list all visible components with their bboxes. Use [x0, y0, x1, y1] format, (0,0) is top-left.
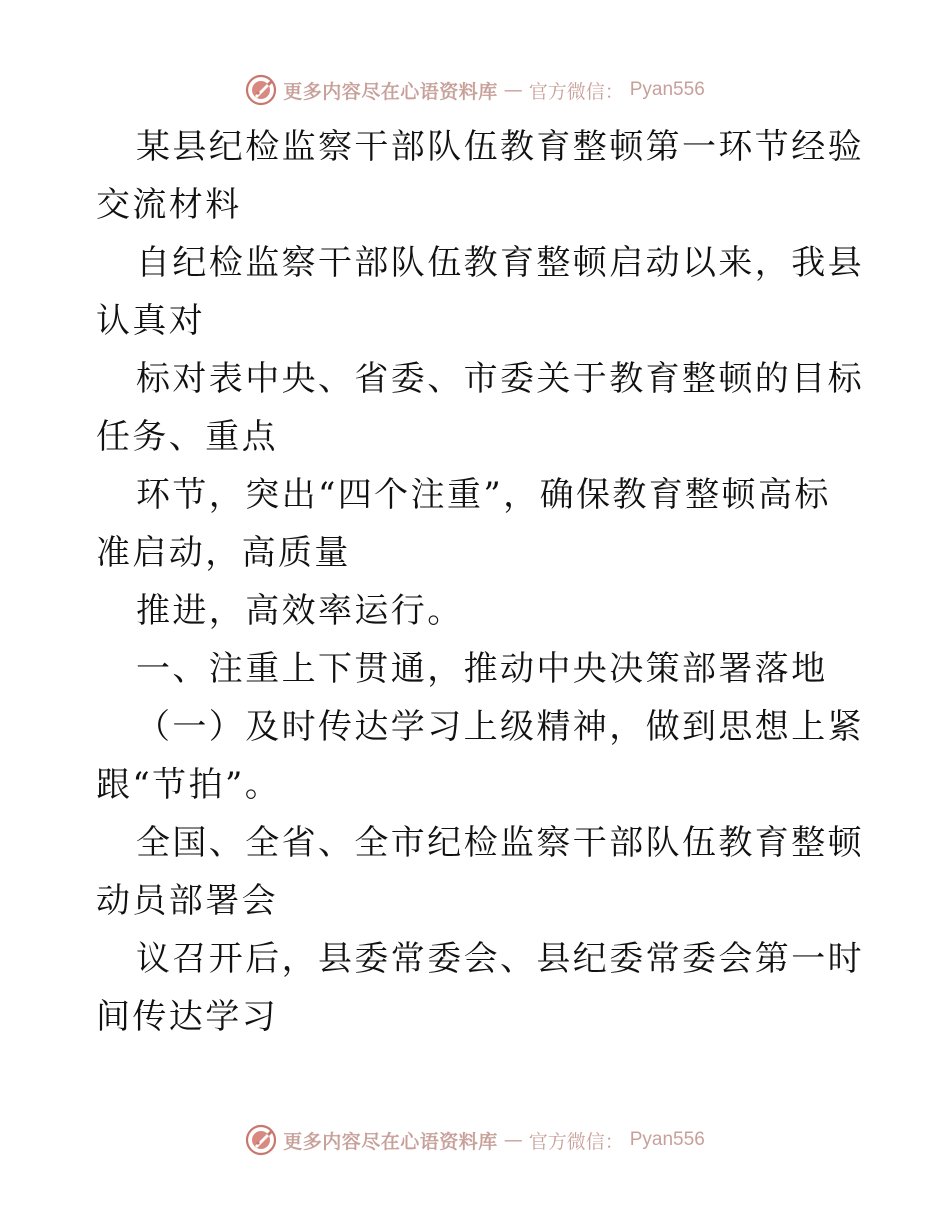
header-watermark	[0, 70, 950, 110]
footer-watermark	[0, 1120, 950, 1160]
pen-nib-logo-icon	[245, 1124, 277, 1156]
watermark-wechat-label: 官方微信：	[528, 1130, 624, 1153]
subsection-heading: （一）及时传达学习上级精神，做到思想上紧跟“节拍”。	[96, 707, 864, 805]
watermark-wechat-id: Pyan556	[629, 79, 705, 100]
paragraph: 环节，突出“四个注重”，确保教育整顿高标准启动，高质量	[96, 475, 831, 573]
pen-nib-logo-icon	[245, 74, 277, 106]
watermark-dash: —	[503, 1129, 523, 1151]
paragraph: 推进，高效率运行。	[136, 591, 464, 631]
paragraph: 全国、全省、全市纪检监察干部队伍教育整顿动员部署会	[96, 823, 864, 921]
paragraph: 议召开后，县委常委会、县纪委常委会第一时间传达学习	[96, 939, 864, 1037]
document-title: 某县纪检监察干部队伍教育整顿第一环节经验交流材料	[96, 127, 864, 225]
section-heading: 一、注重上下贯通，推动中央决策部署落地	[136, 649, 828, 689]
watermark-brand-text: 更多内容尽在心语资料库	[283, 1130, 498, 1153]
watermark-wechat-id: Pyan556	[629, 1129, 705, 1150]
paragraph: 自纪检监察干部队伍教育整顿启动以来，我县认真对	[96, 243, 864, 341]
watermark-wechat-label: 官方微信：	[528, 80, 624, 103]
paragraph: 标对表中央、省委、市委关于教育整顿的目标任务、重点	[96, 359, 864, 457]
watermark-dash: —	[503, 79, 523, 101]
watermark-brand-text: 更多内容尽在心语资料库	[283, 80, 498, 103]
document-body	[96, 118, 866, 1046]
